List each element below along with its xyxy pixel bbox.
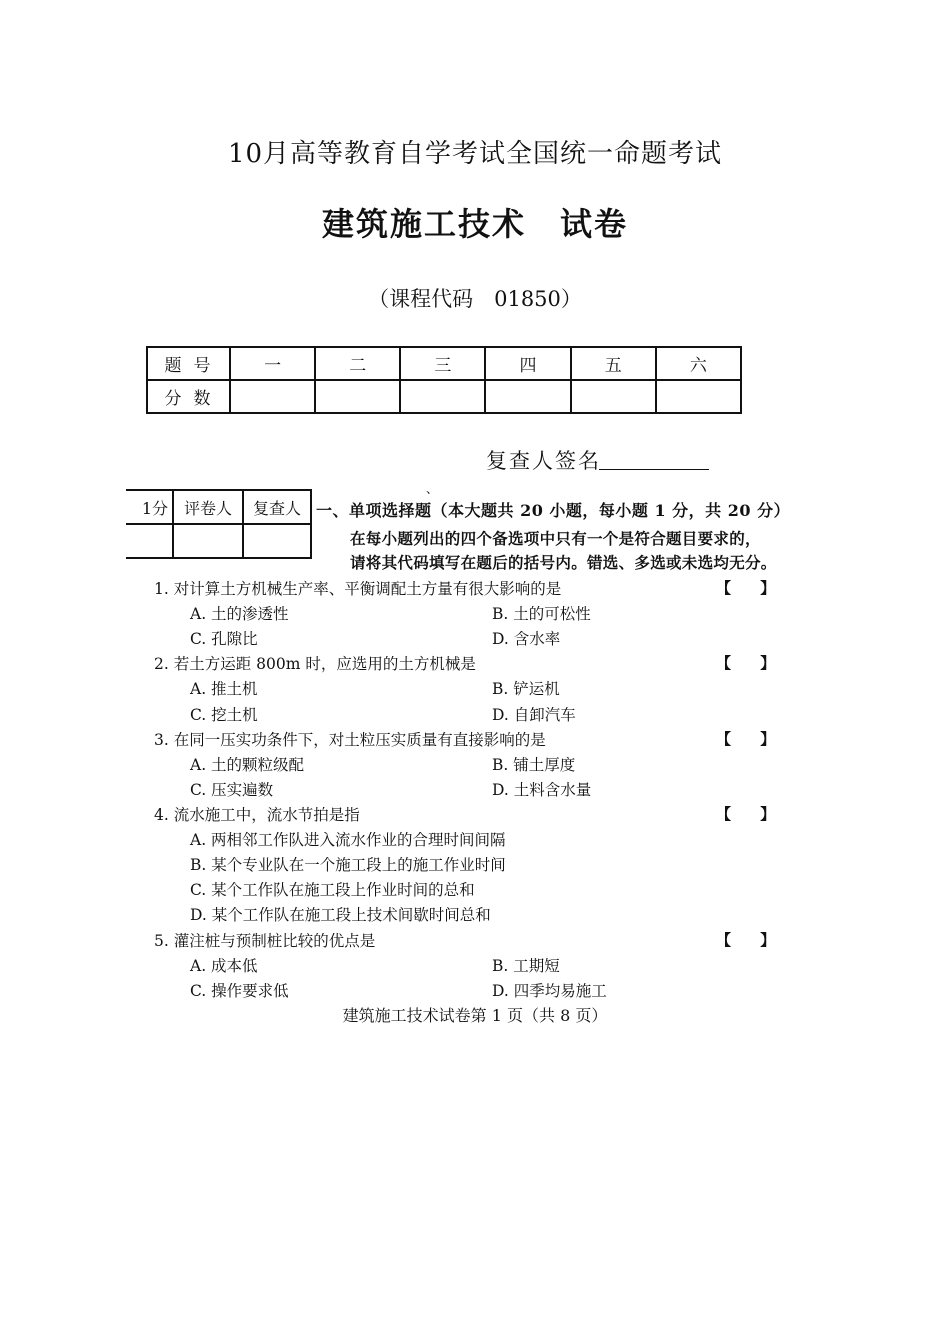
grader-box-score-label: 1分 (126, 490, 173, 524)
option-b: B. 铲运机 (492, 680, 560, 698)
grader-box-grader-cell (173, 524, 243, 558)
option-c: C. 某个工作队在施工段上作业时间的总和 (190, 881, 475, 899)
answer-bracket: 【 】 (716, 805, 776, 823)
score-table-row-label-score: 分数 (147, 380, 230, 413)
option-a: A. 土的渗透性 (190, 605, 289, 623)
question-stem: 1. 对计算土方机械生产率、平衡调配土方量有很大影响的是 (154, 580, 562, 598)
score-table-column: 六 (656, 347, 741, 380)
option-d: D. 自卸汽车 (492, 706, 576, 724)
option-a: A. 推土机 (190, 680, 258, 698)
reviewer-signature-line (599, 469, 709, 470)
exam-subtitle: 10月高等教育自学考试全国统一命题考试 (227, 139, 723, 169)
question-stem: 4. 流水施工中，流水节拍是指 (154, 806, 360, 824)
grader-box (126, 489, 312, 559)
section-title: 一、单项选择题（本大题共 20 小题，每小题 1 分，共 20 分） (316, 501, 791, 520)
question-stem: 3. 在同一压实功条件下，对土粒压实质量有直接影响的是 (154, 731, 546, 749)
grader-box-grader-label: 评卷人 (173, 490, 243, 524)
option-d: D. 四季均易施工 (492, 982, 607, 1000)
score-table-score-row (147, 380, 741, 413)
answer-bracket: 【 】 (716, 931, 776, 949)
option-d: D. 含水率 (492, 630, 561, 648)
score-table-column: 一 (230, 347, 315, 380)
score-table-header-row (147, 347, 741, 380)
option-b: B. 工期短 (492, 957, 560, 975)
option-a: A. 土的颗粒级配 (190, 756, 305, 774)
score-table-row-label-question: 题号 (147, 347, 230, 380)
score-cell (485, 380, 570, 413)
page-footer: 建筑施工技术试卷第 1 页（共 8 页） (342, 1006, 608, 1025)
score-table-column: 二 (315, 347, 400, 380)
score-cell (571, 380, 656, 413)
option-b: B. 某个专业队在一个施工段上的施工作业时间 (190, 856, 506, 874)
grader-box-reviewer-label: 复查人 (243, 490, 311, 524)
grader-box-reviewer-cell (243, 524, 311, 558)
option-d: D. 某个工作队在施工段上技术间歇时间总和 (190, 906, 491, 924)
option-b: B. 土的可松性 (492, 605, 591, 623)
score-table-column: 四 (485, 347, 570, 380)
option-c: C. 操作要求低 (190, 982, 289, 1000)
score-table (146, 346, 742, 414)
exam-title: 建筑施工技术 试卷 (321, 205, 628, 243)
answer-bracket: 【 】 (716, 654, 776, 672)
stray-mark: 、 (426, 482, 439, 496)
option-d: D. 土料含水量 (492, 781, 592, 799)
question-stem: 2. 若土方运距 800m 时，应选用的土方机械是 (154, 655, 476, 673)
option-a: A. 两相邻工作队进入流水作业的合理时间间隔 (190, 831, 506, 849)
score-table-column: 五 (571, 347, 656, 380)
question-stem: 5. 灌注桩与预制桩比较的优点是 (154, 932, 376, 950)
score-cell (400, 380, 485, 413)
grader-box-score-cell (126, 524, 173, 558)
score-table-column: 三 (400, 347, 485, 380)
section-instruction: 请将其代码填写在题后的括号内。错选、多选或未选均无分。 (350, 553, 777, 572)
score-cell (656, 380, 741, 413)
option-b: B. 铺土厚度 (492, 756, 576, 774)
course-code: （课程代码 01850） (368, 287, 582, 311)
answer-bracket: 【 】 (716, 579, 776, 597)
option-c: C. 孔隙比 (190, 630, 258, 648)
section-instruction: 在每小题列出的四个备选项中只有一个是符合题目要求的， (350, 529, 761, 548)
score-cell (315, 380, 400, 413)
option-c: C. 压实遍数 (190, 781, 274, 799)
reviewer-signature-label: 复查人签名 (486, 449, 601, 473)
score-cell (230, 380, 315, 413)
option-c: C. 挖土机 (190, 706, 258, 724)
option-a: A. 成本低 (190, 957, 258, 975)
answer-bracket: 【 】 (716, 730, 776, 748)
